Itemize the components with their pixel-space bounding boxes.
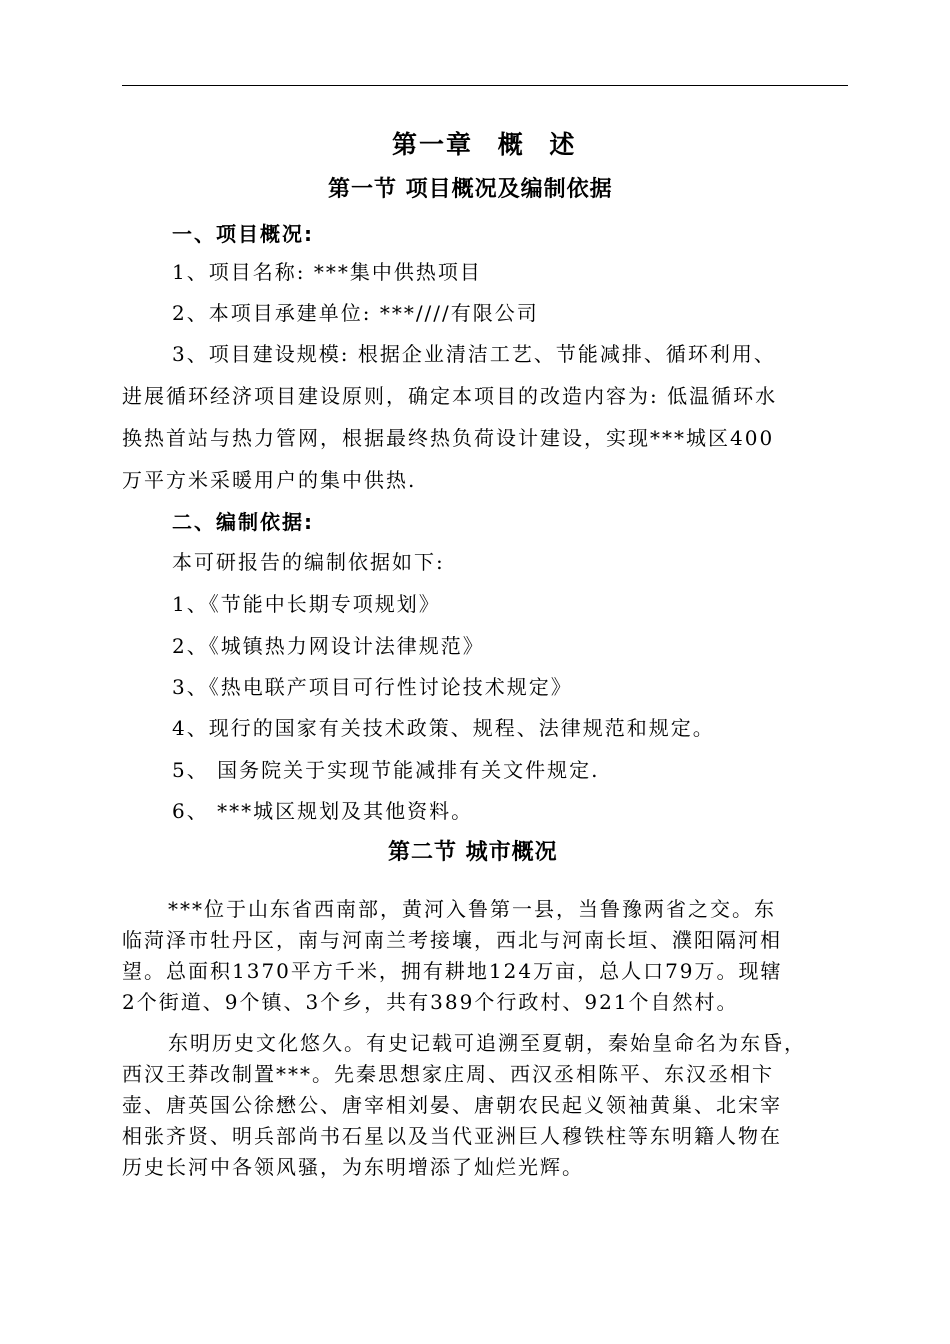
paragraph-line: 相张齐贤、明兵部尚书石星以及当代亚洲巨人穆铁柱等东明籍人物在 xyxy=(122,1124,782,1148)
basis-item-3: 3、《热电联产项目可行性讨论技术规定》 xyxy=(172,675,573,699)
overview-item-3-line-2: 进展循环经济项目建设原则，确定本项目的改造内容为: 低温循环水 xyxy=(122,384,778,408)
overview-heading: 一、项目概况: xyxy=(172,222,314,246)
basis-item-4: 4、现行的国家有关技术政策、规程、法律规范和规定。 xyxy=(172,716,715,740)
city-paragraph-2 xyxy=(122,1028,848,1183)
overview-item-3-line-4: 万平方米采暖用户的集中供热. xyxy=(122,468,417,492)
section-title-2: 第二节 城市概况 xyxy=(388,840,558,865)
paragraph-line: 临菏泽市牡丹区，南与河南兰考接壤，西北与河南长垣、濮阳隔河相 xyxy=(122,928,782,952)
overview-item-1: 1、项目名称: ***集中供热项目 xyxy=(172,260,482,284)
paragraph-line: 2个街道、9个镇、3个乡，共有389个行政村、921个自然村。 xyxy=(122,990,739,1014)
paragraph-line: 历史长河中各领风骚，为东明增添了灿烂光辉。 xyxy=(122,1155,584,1179)
paragraph-line: 东明历史文化悠久。有史记载可追溯至夏朝，秦始皇命名为东昏， xyxy=(168,1031,806,1055)
overview-item-2: 2、本项目承建单位: ***////有限公司 xyxy=(172,301,539,325)
overview-item-3-line-1: 3、项目建设规模: 根据企业清洁工艺、节能减排、循环利用、 xyxy=(172,342,776,366)
chapter-title: 第一章 概 述 xyxy=(392,130,577,159)
paragraph-line: 望。总面积1370平方千米，拥有耕地124万亩，总人口79万。现辖 xyxy=(122,959,783,983)
basis-intro: 本可研报告的编制依据如下: xyxy=(172,550,445,574)
basis-item-1: 1、《节能中长期专项规划》 xyxy=(172,592,441,616)
header-rule xyxy=(122,85,848,86)
section-title-1: 第一节 项目概况及编制依据 xyxy=(328,177,613,202)
basis-item-2: 2、《城镇热力网设计法律规范》 xyxy=(172,634,485,658)
overview-item-3-line-3: 换热首站与热力管网，根据最终热负荷设计建设，实现***城区400 xyxy=(122,426,775,450)
basis-item-5: 5、 国务院关于实现节能减排有关文件规定. xyxy=(172,758,600,782)
city-paragraph-1 xyxy=(122,894,848,1018)
basis-item-6: 6、 ***城区规划及其他资料。 xyxy=(172,799,474,823)
basis-heading: 二、编制依据: xyxy=(172,510,314,534)
paragraph-line: 西汉王莽改制置***。先秦思想家庄周、西汉丞相陈平、东汉丞相卞 xyxy=(122,1062,774,1086)
paragraph-line: ***位于山东省西南部，黄河入鲁第一县，当鲁豫两省之交。东 xyxy=(168,897,776,921)
paragraph-line: 壶、唐英国公徐懋公、唐宰相刘晏、唐朝农民起义领袖黄巢、北宋宰 xyxy=(122,1093,782,1117)
